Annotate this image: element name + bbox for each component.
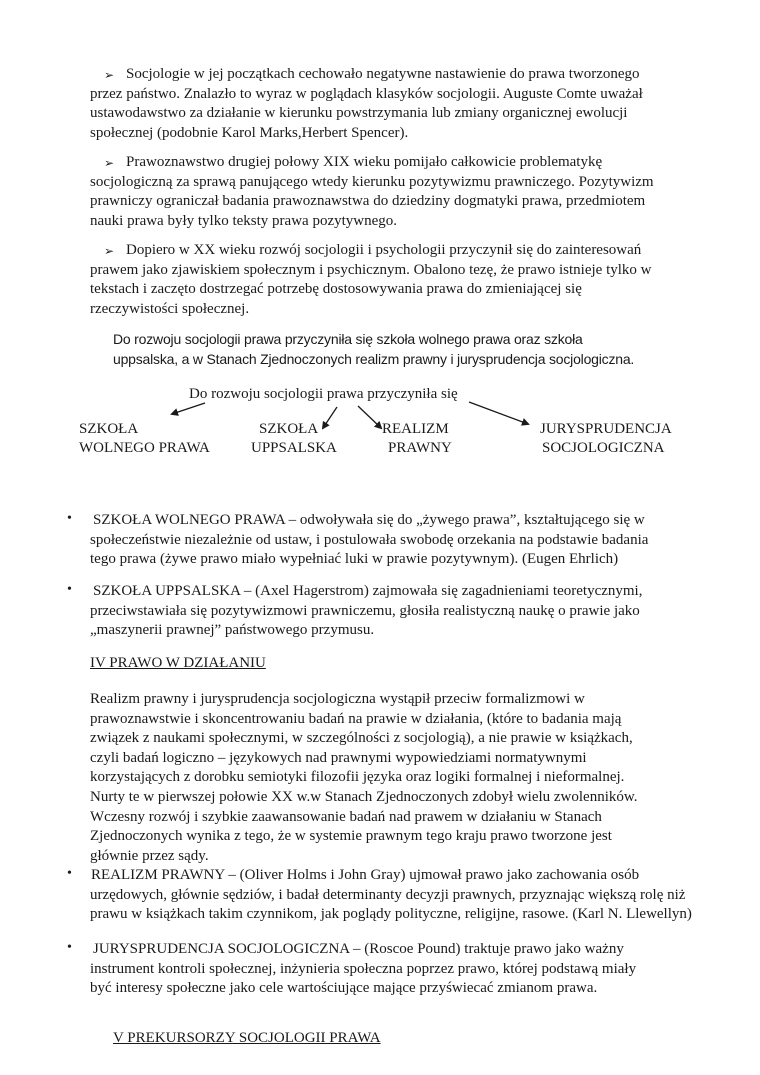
diagram-node-realizm-prawny: REALIZM PRAWNY bbox=[382, 421, 452, 456]
arrow-bullet-icon: ➢ bbox=[104, 244, 115, 258]
bullet-dot-icon: • bbox=[67, 582, 72, 597]
diagram-node-szkola-uppsalska: SZKOŁA UPPSALSKA bbox=[251, 421, 337, 456]
paragraph: JURYSPRUDENCJA SOCJOLOGICZNA – (Roscoe Pound) traktuje prawo jako ważny instrument kontroli społecznej, inżynieria społeczna poprzez prawo, której podstawą miały być interesy społeczne jako cele wartościujące mające przyświecać zmianom prawa. bbox=[90, 941, 637, 997]
arrow-icon bbox=[469, 402, 528, 424]
summary-paragraph: Do rozwoju socjologii prawa przyczyniła się szkoła wolnego prawa oraz szkoła uppsalska, a w Stanach Zjednoczonych realizm prawny i jurysprudencja socjologiczna. bbox=[113, 331, 635, 367]
section-v-heading: V PREKURSORZY SOCJOLOGII PRAWA bbox=[113, 1030, 381, 1046]
diagram-node-jurysprudencja-socjologiczna: JURYSPRUDENCJA SOCJOLOGICZNA bbox=[540, 421, 672, 456]
paragraph: REALIZM PRAWNY – (Oliver Holms i John Gray) ujmował prawo jako zachowania osób urzędowych, głównie sędziów, i badał determinanty decyzji prawnych, przyznając większą rolę niż prawu w książkach takim czynnikom, jak poglądy polityczne, religijne, rasowe. (Karl N. Llewellyn) bbox=[90, 867, 692, 923]
arrow-bullet-icon: ➢ bbox=[104, 68, 115, 82]
paragraph: SZKOŁA WOLNEGO PRAWA – odwoływała się do „żywego prawa”, kształtującego się w społeczeństwie niezależnie od ustaw, i postulowała swobodę orzekania na podstawie badania tego prawa (żywe prawo miało wypełniać luki w prawie pozytywnym). (Eugen Ehrlich) bbox=[90, 512, 649, 568]
bullet-dot-icon: • bbox=[67, 940, 72, 955]
section-iv-paragraph: Realizm prawny i jurysprudencja socjologiczna wystąpił przeciw formalizmowi w prawoznawstwie i skoncentrowaniu badań na prawie w działania, (które to badania mają związek z naukami społecznymi, w szczególności z socjologią), a nie prawie w książkach, czyli badań logiczno – językowych nad prawnymi wypowiedziami normatywnymi korzystających z dorobku semiotyki filozofii języka oraz logiki formalnej i nieformalnej. Nurty te w pierwszej połowie XX w.w Stanach Zjednoczonych zdobył wielu zwolenników. Wczesny rozwój i szybkie zaawansowanie badań nad prawem w działaniu w Stanach Zjednoczonych wynika z tego, że w systemie prawnym tego kraju prawo tworzone jest głównie przez sądy. bbox=[90, 691, 638, 864]
diagram-node-szkola-wolnego-prawa: SZKOŁA WOLNEGO PRAWA bbox=[79, 421, 210, 456]
bullet-dot-icon: • bbox=[67, 511, 72, 526]
arrow-icon bbox=[358, 406, 381, 428]
arrow-icon bbox=[172, 403, 205, 414]
paragraph: Prawoznawstwo drugiej połowy XIX wieku pomijało całkowicie problematykę socjologiczną za sprawą panującego wtedy kierunku pozytywizmu prawniczego. Pozytywizm prawniczy ograniczał badania prawoznawstwa do dziedziny dogmatyki prawa, przedmiotem nauki prawa były tylko teksty prawa pozytywnego. bbox=[90, 154, 654, 229]
bullet-dot-icon: • bbox=[67, 866, 72, 881]
diagram-root-label: Do rozwoju socjologii prawa przyczyniła się bbox=[189, 386, 458, 402]
paragraph: Socjologie w jej początkach cechowało negatywne nastawienie do prawa tworzonego przez państwo. Znalazło to wyraz w poglądach klasyków socjologii. Auguste Comte uważał ustawodawstwo za działanie w kierunku powstrzymania lub zmiany organicznej ewolucji społecznej (podobnie Karol Marks,Herbert Spencer). bbox=[90, 66, 643, 141]
section-iv-heading: IV PRAWO W DZIAŁANIU bbox=[90, 655, 266, 671]
paragraph: Dopiero w XX wieku rozwój socjologii i psychologii przyczynił się do zainteresowań prawem jako zjawiskiem społecznym i psychicznym. Obalono tezę, że prawo istnieje tylko w tekstach i zaczęto dostrzegać potrzebę dostosowywania prawa do zmieniającej się rzeczywistości społecznej. bbox=[90, 242, 652, 317]
paragraph: SZKOŁA UPPSALSKA – (Axel Hagerstrom) zajmowała się zagadnieniami teoretycznymi, przeciwstawiała się pozytywizmowi prawniczemu, głosiła realistyczną naukę o prawie jako „maszynerii prawnej” państwowego przymusu. bbox=[90, 583, 643, 639]
arrow-bullet-icon: ➢ bbox=[104, 156, 115, 170]
